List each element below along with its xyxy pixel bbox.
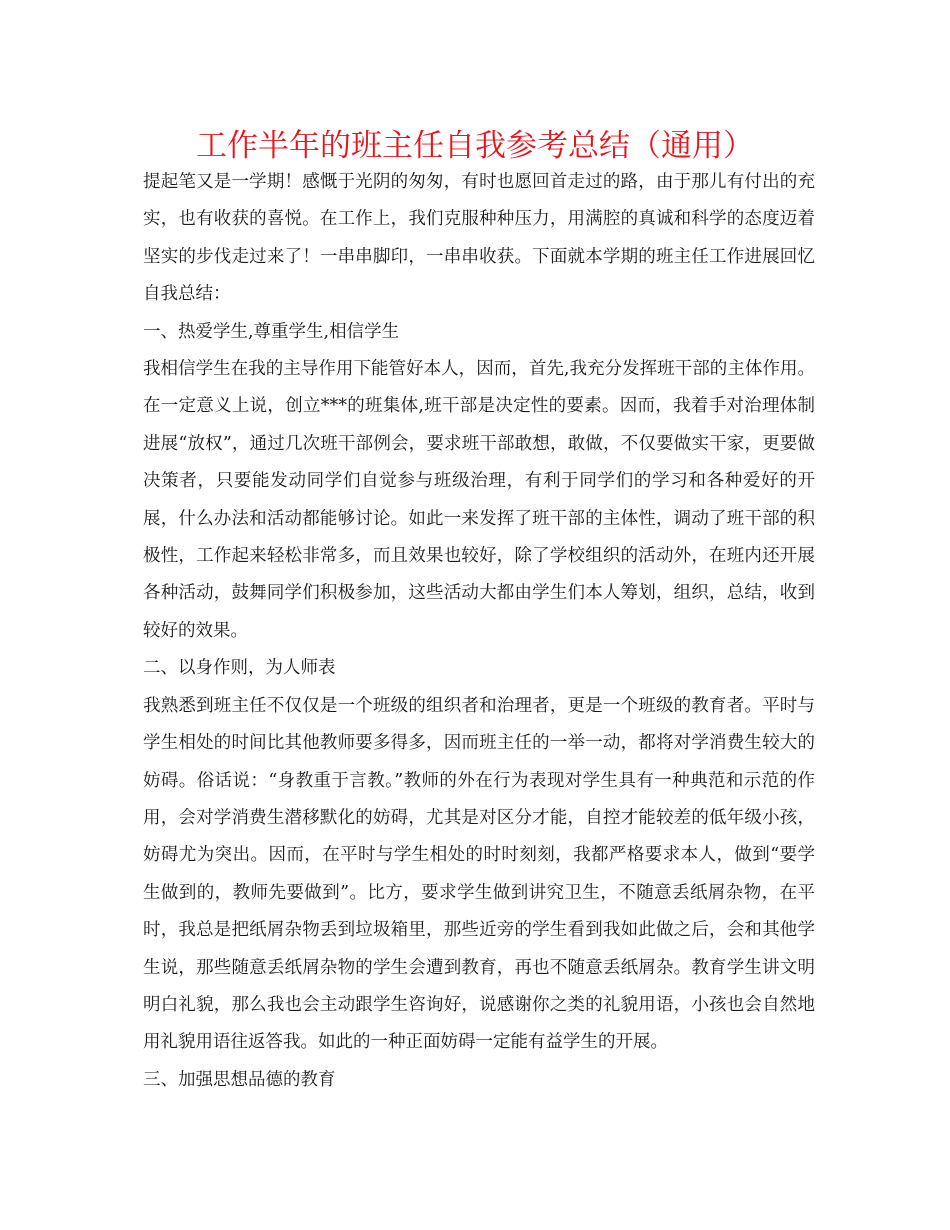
intro-paragraph: 提起笔又是一学期！感慨于光阴的匆匆，有时也愿回首走过的路，由于那儿有付出的充实，也有收获的喜悦。在工作上，我们克服种种压力，用满腔的真诚和科学的态度迈着坚实的步伐走过来了！一串串脚印，一串串收获。下面就本学期的班主任工作进展回忆自我总结： — [143, 172, 815, 305]
section-2-paragraph: 我熟悉到班主任不仅仅是一个班级的组织者和治理者，更是一个班级的教育者。平时与学生相处的时间比其他教师要多得多，因而班主任的一举一动，都将对学消费生较大的妨碍。俗话说：“身教重于言教。”教师的外在行为表现对学生具有一种典范和示范的作用，会对学消费生潜移默化的妨碍，尤其是对区分才能，自控才能较差的低年级小孩，妨碍尤为突出。因而，在平时与学生相处的时时刻刻，我都严格要求本人，做到“要学生做到的，教师先要做到”。比方，要求学生做到讲究卫生，不随意丢纸屑杂物，在平时，我总是把纸屑杂物丢到垃圾箱里，那些近旁的学生看到我如此做之后，会和其他学生说，那些随意丢纸屑杂物的学生会遭到教育，再也不随意丢纸屑杂。教育学生讲文明明白礼貌，那么我也会主动跟学生咨询好，说感谢你之类的礼貌用语，小孩也会自然地用礼貌用语往返答我。如此的一种正面妨碍一定能有益学生的开展。 — [143, 695, 815, 1053]
section-heading-3: 三、加强思想品德的教育 — [143, 1069, 336, 1090]
section-heading-1: 一、热爱学生,尊重学生,相信学生 — [143, 321, 400, 342]
section-1-paragraph: 我相信学生在我的主导作用下能管好本人，因而，首先,我充分发挥班干部的主体作用。在一定意义上说，创立***的班集体,班干部是决定性的要素。因而，我着手对治理体制进展“放权”，通过几次班干部例会，要求班干部敢想，敢做，不仅要做实干家，更要做决策者，只要能发动同学们自觉参与班级治理，有利于同学们的学习和各种爱好的开展，什么办法和活动都能够讨论。如此一来发挥了班干部的主体性，调动了班干部的积极性，工作起来轻松非常多，而且效果也较好，除了学校组织的活动外，在班内还开展各种活动，鼓舞同学们积极参加，这些活动大都由学生们本人筹划，组织，总结，收到较好的效果。 — [143, 359, 815, 641]
section-heading-2: 二、以身作则，为人师表 — [143, 658, 336, 679]
document-title: 工作半年的班主任自我参考总结（通用） — [196, 128, 754, 164]
document-body — [143, 164, 815, 1099]
